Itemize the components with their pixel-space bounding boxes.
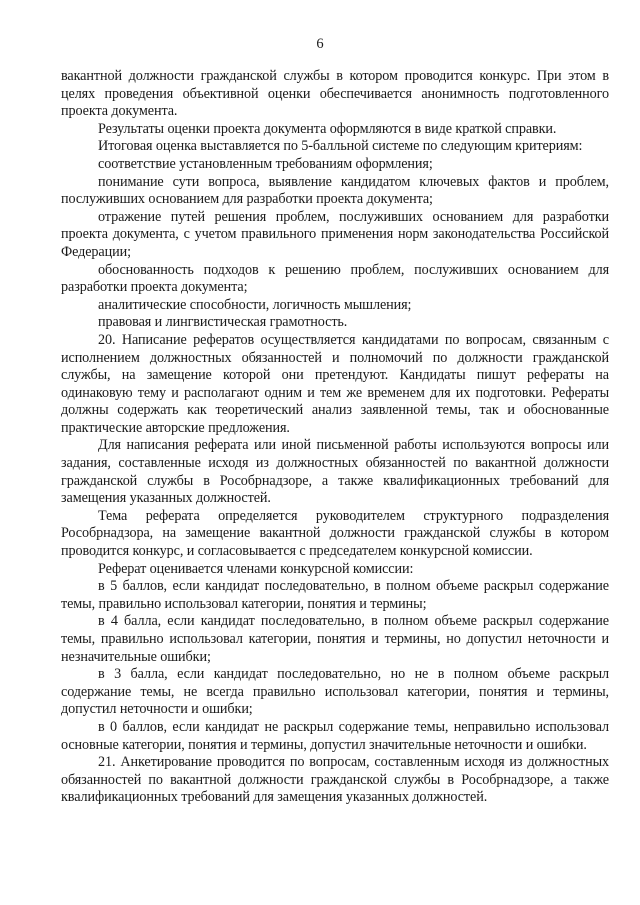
score-item: в 3 балла, если кандидат последовательно, но не в полном объеме раскрыл содержание темы, не всегда правильно использовал категории, понятия и термины, допустил неточности и ошибки;	[61, 666, 609, 718]
page-number: 6	[316, 36, 324, 52]
criteria-item: обоснованность подходов к решению проблем, послуживших основанием для разработки проекта документа;	[61, 261, 609, 296]
section-21: 21. Анкетирование проводится по вопросам, составленным исходя из должностных обязанностей по вакантной должности гражданской службы в Рособрнадзоре, а также квалификационных требований для замещения указанных должностей.	[61, 754, 609, 806]
criteria-item: отражение путей решения проблем, послуживших основанием для разработки проекта документа, с учетом правильного применения норм законодательства Российской Федерации;	[61, 208, 609, 260]
paragraph: Для написания реферата или иной письменной работы используются вопросы или задания, составленные исходя из должностных обязанностей по вакантной должности гражданской службы в Рособрнадзоре, а также квалификационных требований для замещения указанных должностей.	[61, 437, 609, 507]
document-body	[61, 68, 609, 807]
score-item: в 0 баллов, если кандидат не раскрыл содержание темы, неправильно использовал основные категории, понятия и термины, допустил значительные неточности и ошибки.	[61, 718, 609, 753]
criteria-item: аналитические способности, логичность мышления;	[98, 296, 412, 313]
score-item: в 4 балла, если кандидат последовательно, в полном объеме раскрыл содержание темы, правильно использовал категории, понятия и термины, но допустил неточности и незначительные ошибки;	[61, 613, 609, 665]
paragraph: вакантной должности гражданской службы в котором проводится конкурс. При этом в целях проведения объективной оценки обеспечивается анонимность подготовленного проекта документа.	[61, 68, 609, 120]
paragraph: Тема реферата определяется руководителем структурного подразделения Рособрнадзора, на замещение вакантной должности гражданской службы в котором проводится конкурс, и согласовывается с председателем конкурсной комиссии.	[61, 507, 609, 560]
criteria-item: понимание сути вопроса, выявление кандидатом ключевых фактов и проблем, послуживших основанием для разработки проекта документа;	[61, 173, 609, 208]
criteria-item: соответствие установленным требованиям оформления;	[98, 155, 433, 172]
score-item: в 5 баллов, если кандидат последовательно, в полном объеме раскрыл содержание темы, правильно использовал категории, понятия и термины;	[61, 578, 609, 612]
section-20: 20. Написание рефератов осуществляется кандидатами по вопросам, связанным с исполнением должностных обязанностей и полномочий по должности гражданской службы, на замещение которой они претендуют. Кандидаты пишут рефераты на одинаковую тему и располагают одним и тем же временем для их подготовки. Рефераты должны содержать как теоретический анализ заявленной темы, так и обоснованные практические авторские предложения.	[61, 331, 609, 436]
paragraph: Результаты оценки проекта документа оформляются в виде краткой справки.	[98, 120, 557, 137]
paragraph: Итоговая оценка выставляется по 5-балльной системе по следующим критериям:	[98, 138, 583, 155]
paragraph: Реферат оценивается членами конкурсной комиссии:	[98, 560, 414, 577]
criteria-item: правовая и лингвистическая грамотность.	[98, 314, 348, 331]
